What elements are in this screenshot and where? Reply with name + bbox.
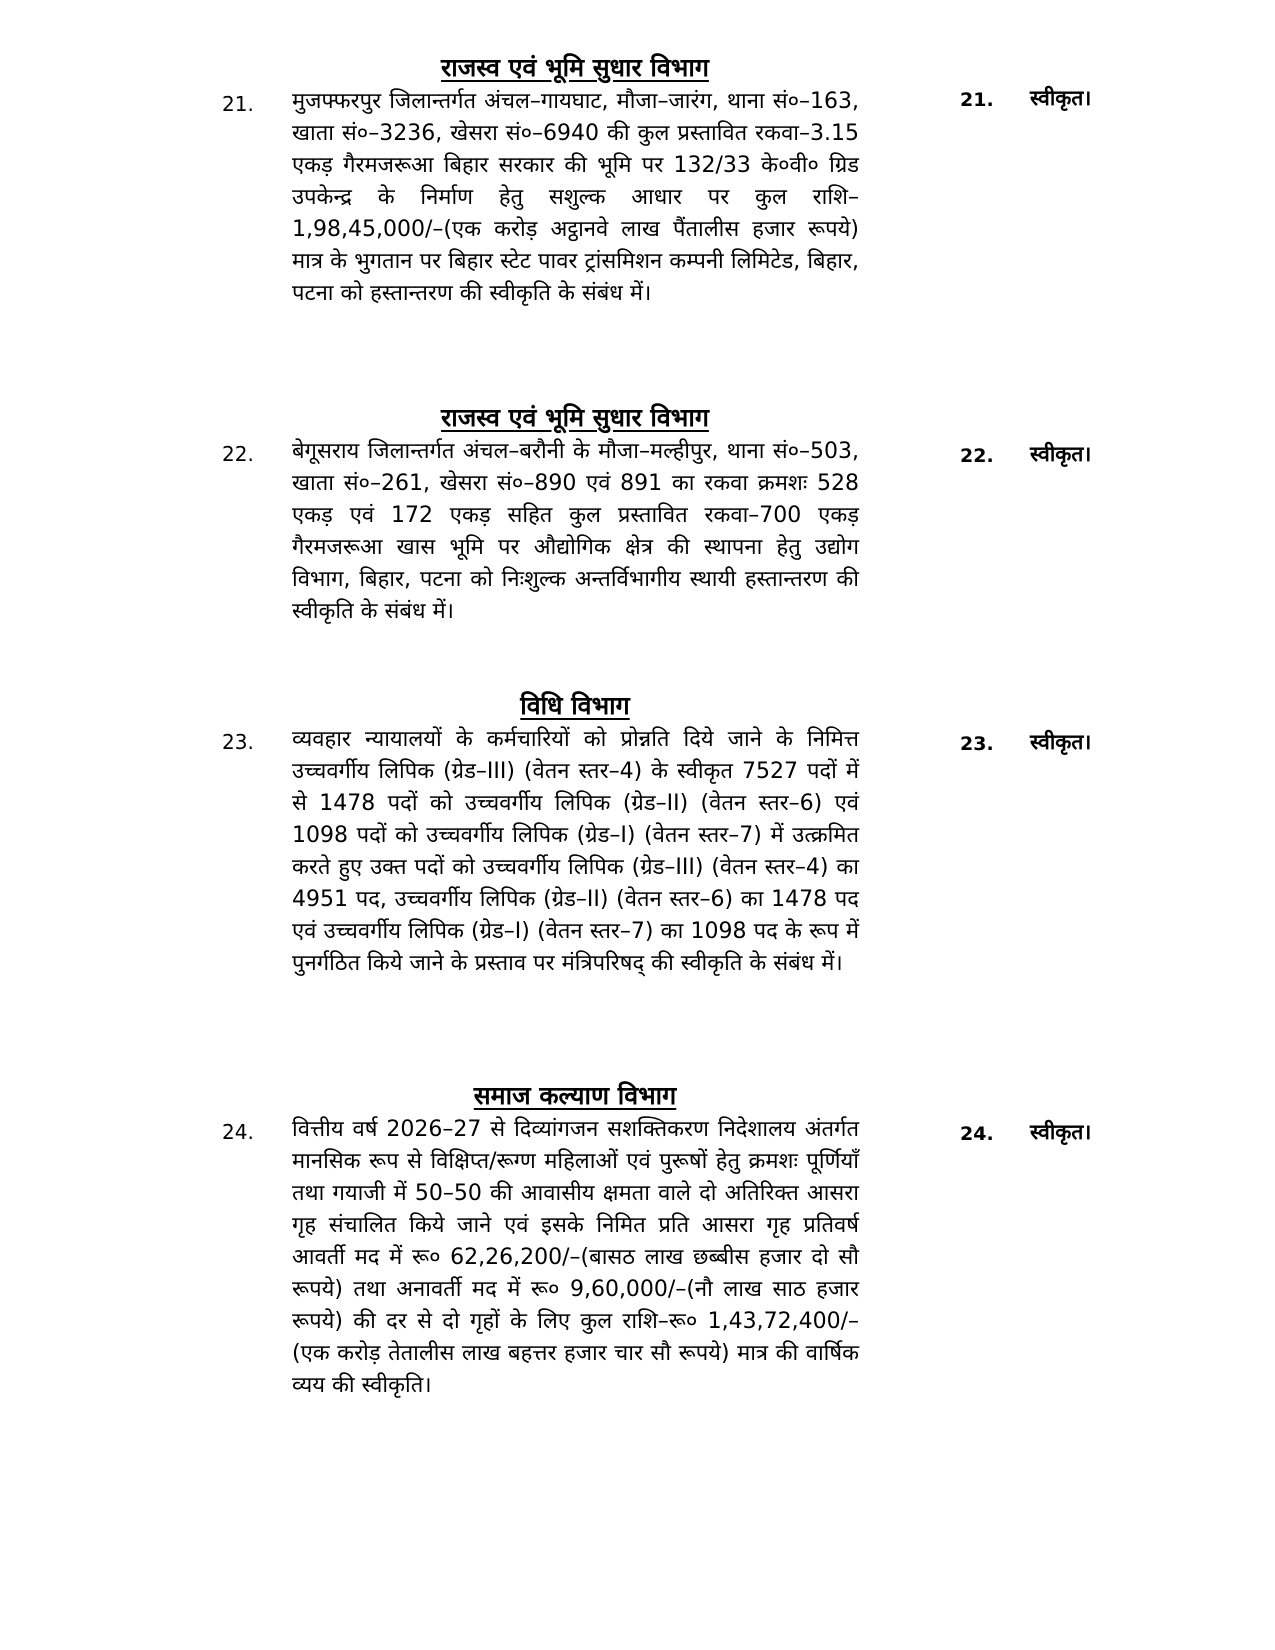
- decision-number: 21.: [960, 89, 994, 111]
- item-number: 21.: [222, 92, 254, 116]
- decision-text: स्वीकृत।: [1030, 442, 1092, 466]
- item-text: वित्तीय वर्ष 2026–27 से दिव्यांगजन सशक्तिकरण निदेशालय अंतर्गत मानसिक रूप से विक्षिप्त/रूग्ण महिलाओं एवं पुरूषों हेतु क्रमशः पूर्णियाँ तथा गयाजी में 50–50 की आवासीय क्षमता वाले दो अतिरिक्त आसरा गृह संचालित किये जाने एवं इसके निमित प्रति आसरा गृह प्रतिवर्ष आवर्ती मद में रू० 62,26,200/–(बासठ लाख छब्बीस हजार दो सौ रूपये) तथा अनावर्ती मद में रू० 9,60,000/–(नौ लाख साठ हजार रूपये) की दर से दो गृहों के लिए कुल राशि–रू० 1,43,72,400/–(एक करोड़ तेतालीस लाख बहत्तर हजार चार सौ रूपये) मात्र की वार्षिक व्यय की स्वीकृति।: [292, 1117, 859, 1398]
- department-heading: राजस्व एवं भूमि सुधार विभाग: [441, 403, 709, 432]
- decision-number: 22.: [960, 445, 994, 467]
- item-number: 24.: [222, 1120, 254, 1144]
- item-text: व्यवहार न्यायालयों के कर्मचारियों को प्रोन्नति दिये जाने के निमित्त उच्चवर्गीय लिपिक (ग्रेड–III) (वेतन स्तर–4) के स्वीकृत 7527 पदों में से 1478 पदों को उच्चवर्गीय लिपिक (ग्रेड–II) (वेतन स्तर–6) एवं 1098 पदों को उच्चवर्गीय लिपिक (ग्रेड–I) (वेतन स्तर–7) में उत्क्रमित करते हुए उक्त पदों को उच्चवर्गीय लिपिक (ग्रेड–III) (वेतन स्तर–4) का 4951 पद, उच्चवर्गीय लिपिक (ग्रेड–II) (वेतन स्तर–6) का 1478 पद एवं उच्चवर्गीय लिपिक (ग्रेड–I) (वेतन स्तर–7) का 1098 पद के रूप में पुनर्गठित किये जाने के प्रस्ताव पर मंत्रिपरिषद् की स्वीकृति के संबंध में।: [292, 727, 859, 976]
- decision-text: स्वीकृत।: [1030, 730, 1092, 754]
- decision-number: 23.: [960, 733, 994, 755]
- department-heading: राजस्व एवं भूमि सुधार विभाग: [441, 53, 709, 82]
- department-heading: समाज कल्याण विभाग: [473, 1081, 677, 1110]
- decision-text: स्वीकृत।: [1030, 1120, 1092, 1144]
- department-heading: विधि विभाग: [520, 691, 630, 720]
- item-text: मुजफ्फरपुर जिलान्तर्गत अंचल–गायघाट, मौजा–जारंग, थाना सं०–163, खाता सं०–3236, खेसरा सं०–6940 की कुल प्रस्तावित रकवा–3.15 एकड़ गैरमजरूआ बिहार सरकार की भूमि पर 132/33 के०वी० ग्रिड उपकेन्द्र के निर्माण हेतु सशुल्क आधार पर कुल राशि– 1,98,45,000/–(एक करोड़ अट्ठानवे लाख पैंतालीस हजार रूपये) मात्र के भुगतान पर बिहार स्टेट पावर ट्रांसमिशन कम्पनी लिमिटेड, बिहार, पटना को हस्तान्तरण की स्वीकृति के संबंध में।: [292, 89, 859, 306]
- decision-text: स्वीकृत।: [1030, 86, 1092, 110]
- item-text: बेगूसराय जिलान्तर्गत अंचल–बरौनी के मौजा–मल्हीपुर, थाना सं०–503, खाता सं०–261, खेसरा सं०–890 एवं 891 का रकवा क्रमशः 528 एकड़ एवं 172 एकड़ सहित कुल प्रस्तावित रकवा–700 एकड़ गैरमजरूआ खास भूमि पर औद्योगिक क्षेत्र की स्थापना हेतु उद्योग विभाग, बिहार, पटना को निःशुल्क अन्तर्विभागीय स्थायी हस्तान्तरण की स्वीकृति के संबंध में।: [292, 439, 859, 624]
- decision-number: 24.: [960, 1123, 994, 1145]
- item-number: 23.: [222, 730, 254, 754]
- item-number: 22.: [222, 442, 254, 466]
